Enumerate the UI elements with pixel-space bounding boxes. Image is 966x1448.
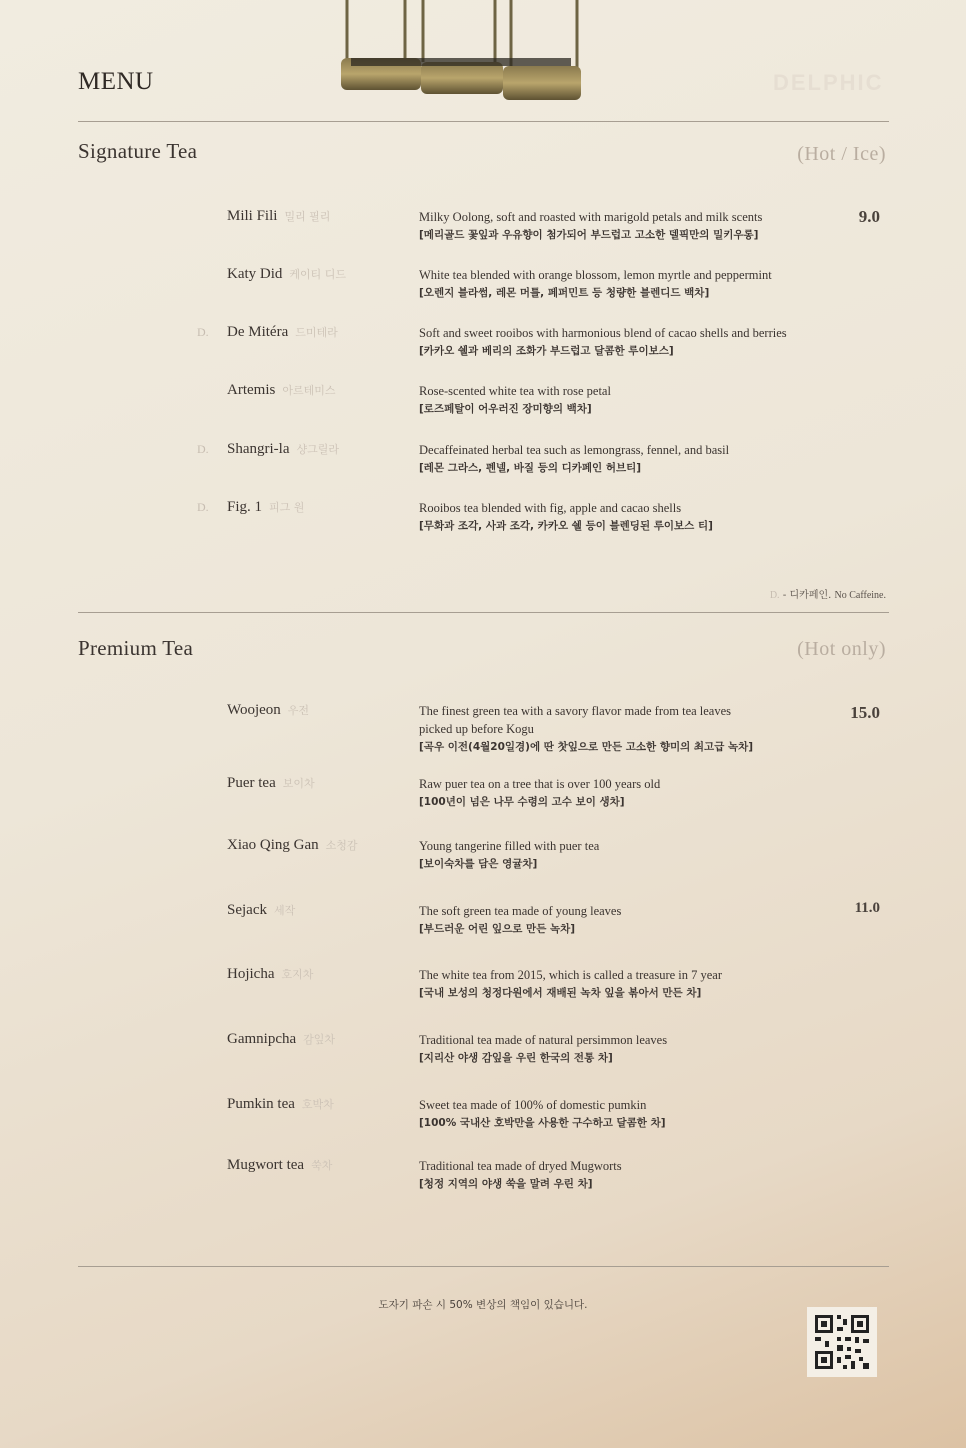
item-name: Xiao Qing Gan 소청감 [227, 837, 358, 853]
item-name: Shangri-la 샹그릴라 [227, 441, 339, 457]
item-description [419, 499, 819, 535]
signature-serving-note: (Hot / Ice) [797, 143, 886, 165]
item-name: Pumkin tea 호박차 [227, 1096, 334, 1112]
item-desc-en: Milky Oolong, soft and roasted with marigold petals and milk scents [419, 210, 763, 224]
premium-price-mid: 11.0 [854, 900, 880, 916]
item-name: Puer tea 보이차 [227, 775, 315, 791]
breakage-notice: 도자기 파손 시 50% 변상의 책임이 있습니다. [378, 1299, 588, 1311]
item-desc-kr: [무화과 조각, 사과 조각, 카카오 쉘 등이 블렌딩된 루이보스 티] [419, 520, 713, 532]
signature-section-title: Signature Tea [78, 139, 198, 163]
decaf-mark: D. [197, 500, 209, 514]
item-description [419, 702, 754, 756]
decaf-mark: D. [197, 442, 209, 456]
item-name: Mugwort tea 쑥차 [227, 1157, 333, 1173]
item-desc-kr: [보이숙차를 담은 영귤차] [419, 858, 538, 870]
item-desc-kr: [곡우 이전(4월20일경)에 딴 찻잎으로 만든 고소한 향미의 최고급 녹차] [419, 741, 754, 753]
footnote-ko: - 디카페인. [782, 590, 832, 601]
item-desc-en: Sweet tea made of 100% of domestic pumkin [419, 1098, 647, 1112]
premium-price-top: 15.0 [850, 703, 880, 722]
item-name-ko: 케이티 디드 [289, 268, 347, 281]
item-description [419, 837, 819, 873]
item-desc-en: Traditional tea made of dryed Mugworts [419, 1159, 622, 1173]
item-name: Sejack 세작 [227, 902, 296, 918]
item-name-ko: 소청감 [325, 839, 358, 852]
item-desc-kr: [100년이 넘은 나무 수령의 고수 보이 생차] [419, 796, 625, 808]
item-description [419, 1096, 819, 1132]
item-description [419, 775, 819, 811]
item-desc-en: Raw puer tea on a tree that is over 100 years old [419, 777, 661, 791]
item-description [419, 902, 819, 938]
item-desc-kr: [100% 국내산 호박만을 사용한 구수하고 달콤한 차] [419, 1117, 666, 1129]
qr-code-icon[interactable] [807, 1307, 877, 1377]
item-desc-en: The finest green tea with a savory flavor made from tea leaves picked up before Kogu [419, 704, 732, 736]
item-name-ko: 드미테라 [295, 326, 338, 339]
item-name: Fig. 1 피그 원 [227, 499, 305, 515]
item-desc-kr: [부드러운 어린 잎으로 만든 녹차] [419, 923, 576, 935]
item-description [419, 441, 819, 477]
item-desc-en: Rose-scented white tea with rose petal [419, 384, 611, 398]
item-desc-en: Young tangerine filled with puer tea [419, 839, 600, 853]
item-description [419, 324, 819, 360]
item-name: Hojicha 호지차 [227, 966, 314, 982]
divider [78, 1266, 889, 1267]
signature-price: 9.0 [858, 207, 880, 226]
item-name: Gamnipcha 감잎차 [227, 1031, 336, 1047]
item-name-ko: 샹그릴라 [296, 443, 339, 456]
item-name: Mili Fili 밀리 필리 [227, 208, 331, 224]
item-name-ko: 호박차 [301, 1098, 334, 1111]
item-desc-kr: [국내 보성의 청정다원에서 재배된 녹차 잎을 볶아서 만든 차] [419, 987, 702, 999]
binder-clip-icon [335, 0, 585, 110]
item-name: Katy Did 케이티 디드 [227, 266, 347, 282]
item-name-ko: 피그 원 [269, 501, 305, 514]
item-name: De Mitéra 드미테라 [227, 324, 338, 340]
item-desc-en: Soft and sweet rooibos with harmonious blend of cacao shells and berries [419, 326, 787, 340]
item-description [419, 266, 819, 302]
item-name-ko: 호지차 [281, 968, 314, 981]
item-name-ko: 아르테미스 [282, 384, 336, 397]
item-name: Woojeon 우전 [227, 702, 310, 718]
item-name-ko: 보이차 [282, 777, 315, 790]
item-description [419, 966, 819, 1002]
decaf-footnote [770, 586, 886, 601]
divider [78, 121, 889, 122]
item-name-ko: 밀리 필리 [284, 210, 331, 223]
premium-section-title: Premium Tea [78, 636, 194, 660]
item-desc-en: Traditional tea made of natural persimmon leaves [419, 1033, 668, 1047]
menu-title: MENU [78, 68, 154, 95]
item-desc-kr: [청정 지역의 야생 쑥을 말려 우린 차] [419, 1178, 593, 1190]
item-desc-en: Rooibos tea blended with fig, apple and cacao shells [419, 501, 682, 515]
item-name: Artemis 아르테미스 [227, 382, 336, 398]
item-description [419, 1031, 819, 1067]
item-desc-kr: [지리산 야생 감잎을 우린 한국의 전통 차] [419, 1052, 613, 1064]
item-desc-en: White tea blended with orange blossom, lemon myrtle and peppermint [419, 268, 772, 282]
premium-serving-note: (Hot only) [797, 638, 886, 660]
decaf-mark: D. [769, 590, 780, 601]
item-desc-kr: [카카오 쉘과 베리의 조화가 부드럽고 달콤한 루이보스] [419, 345, 674, 357]
item-desc-en: The soft green tea made of young leaves [419, 904, 622, 918]
item-desc-kr: [레몬 그라스, 펜넬, 바질 등의 디카페인 허브티] [419, 462, 642, 474]
footnote-en: No Caffeine. [834, 590, 886, 601]
item-desc-kr: [메리골드 꽃잎과 우유향이 첨가되어 부드럽고 고소한 델픽만의 밀키우롱] [419, 229, 759, 241]
item-description [419, 208, 819, 244]
item-desc-en: The white tea from 2015, which is called a treasure in 7 year [419, 968, 723, 982]
item-name-ko: 세작 [273, 904, 296, 917]
item-name-ko: 쑥차 [311, 1159, 333, 1172]
item-description [419, 382, 819, 418]
brand-logo: DELPHIC [773, 70, 884, 95]
decaf-mark: D. [197, 325, 209, 339]
item-desc-kr: [로즈페탈이 어우러진 장미향의 백차] [419, 403, 592, 415]
item-name-ko: 우전 [287, 704, 310, 717]
divider [78, 612, 889, 613]
item-desc-kr: [오렌지 블라썸, 레몬 머틀, 페퍼민트 등 청량한 블렌디드 백차] [419, 287, 710, 299]
item-description [419, 1157, 819, 1193]
item-desc-en: Decaffeinated herbal tea such as lemongrass, fennel, and basil [419, 443, 730, 457]
item-name-ko: 감잎차 [303, 1033, 336, 1046]
